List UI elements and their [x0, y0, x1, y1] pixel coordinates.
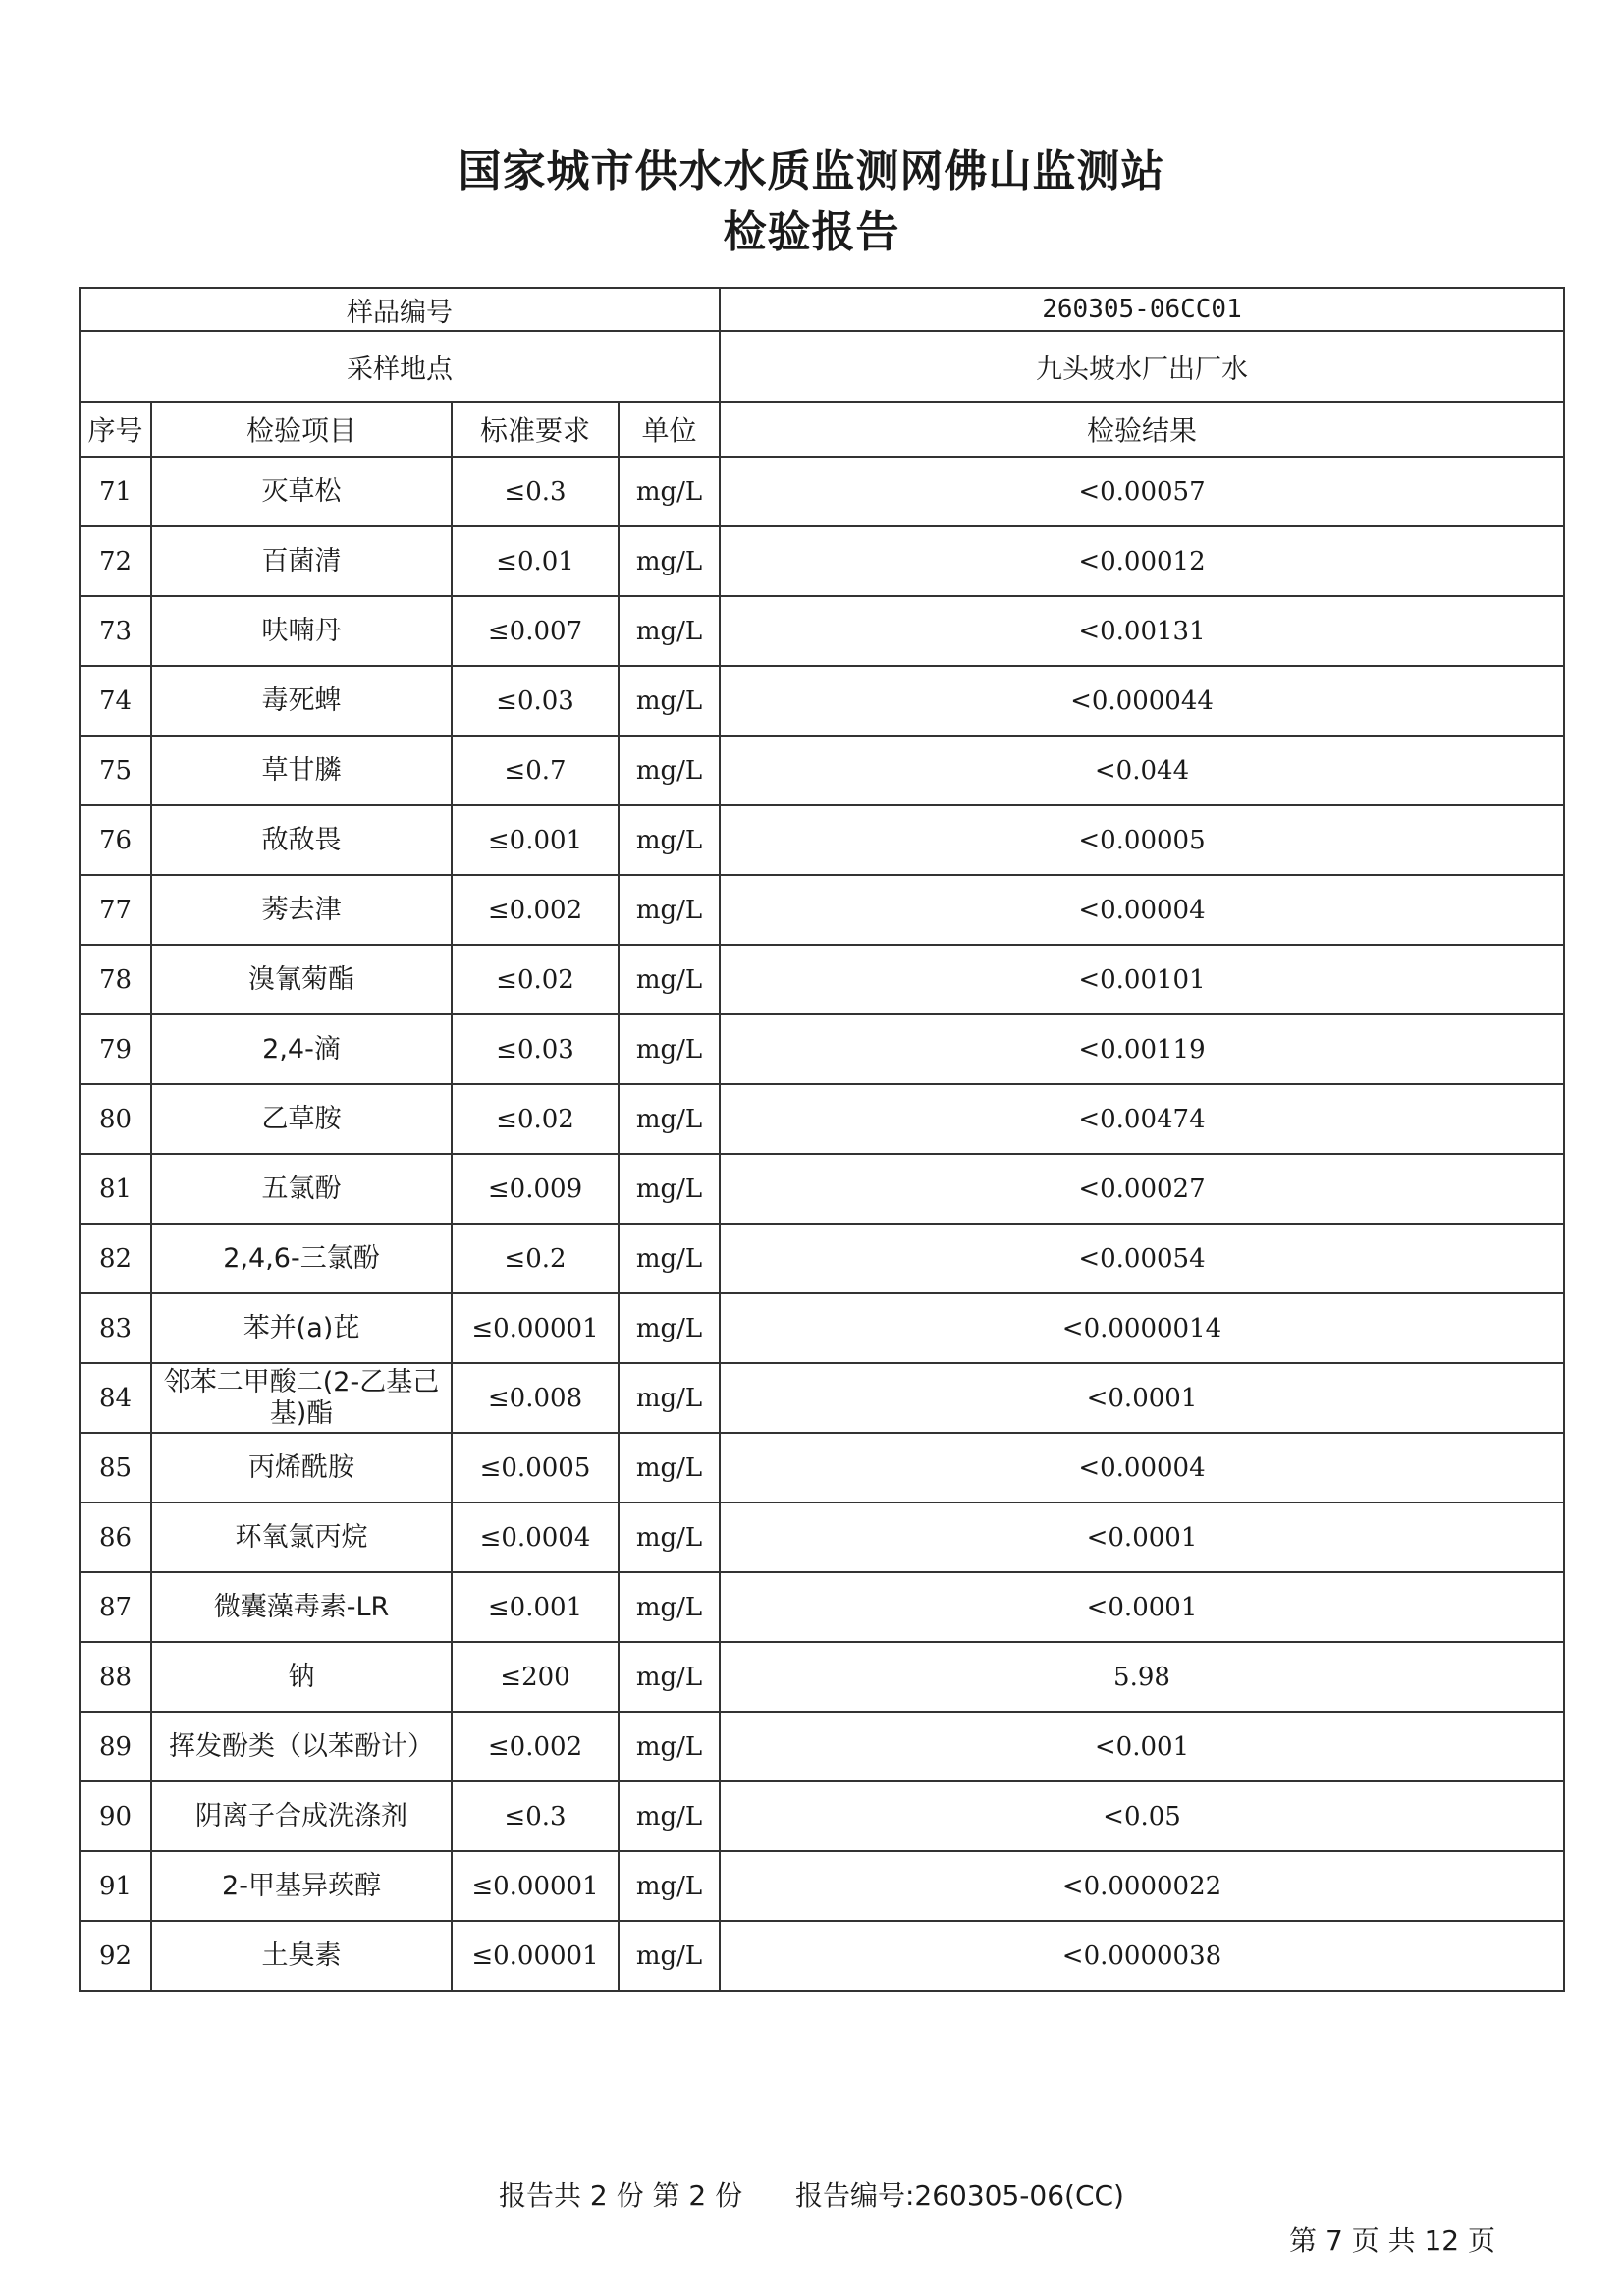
cell-result: <0.00004	[720, 1433, 1564, 1503]
cell-no: 72	[80, 526, 151, 596]
sample-code-row	[80, 288, 1564, 331]
cell-standard: ≤0.002	[452, 1712, 619, 1781]
cell-no: 90	[80, 1781, 151, 1851]
cell-item: 2-甲基异莰醇	[151, 1851, 452, 1921]
cell-standard: ≤0.00001	[452, 1851, 619, 1921]
cell-unit: mg/L	[619, 1433, 720, 1503]
results-table	[79, 287, 1565, 1992]
cell-item: 莠去津	[151, 875, 452, 945]
cell-unit: mg/L	[619, 526, 720, 596]
cell-standard: ≤0.00001	[452, 1921, 619, 1991]
table-row	[80, 666, 1564, 736]
table-row	[80, 1293, 1564, 1363]
cell-result: <0.044	[720, 736, 1564, 805]
cell-no: 80	[80, 1084, 151, 1154]
cell-item: 灭草松	[151, 457, 452, 526]
cell-unit: mg/L	[619, 1712, 720, 1781]
col-header-item: 检验项目	[151, 402, 452, 457]
cell-result: <0.00119	[720, 1014, 1564, 1084]
cell-unit: mg/L	[619, 457, 720, 526]
cell-result: <0.00054	[720, 1224, 1564, 1293]
cell-standard: ≤0.02	[452, 1084, 619, 1154]
col-header-standard: 标准要求	[452, 402, 619, 457]
cell-item: 挥发酚类（以苯酚计）	[151, 1712, 452, 1781]
cell-standard: ≤200	[452, 1642, 619, 1712]
col-header-no: 序号	[80, 402, 151, 457]
table-row	[80, 1642, 1564, 1712]
cell-unit: mg/L	[619, 1293, 720, 1363]
cell-unit: mg/L	[619, 1014, 720, 1084]
cell-standard: ≤0.02	[452, 945, 619, 1014]
cell-result: <0.00027	[720, 1154, 1564, 1224]
cell-no: 76	[80, 805, 151, 875]
cell-item: 丙烯酰胺	[151, 1433, 452, 1503]
table-row	[80, 1084, 1564, 1154]
cell-result: <0.00101	[720, 945, 1564, 1014]
cell-item: 敌敌畏	[151, 805, 452, 875]
report-reference-line	[0, 2174, 1623, 2214]
cell-item: 土臭素	[151, 1921, 452, 1991]
cell-unit: mg/L	[619, 1572, 720, 1642]
cell-result: <0.00005	[720, 805, 1564, 875]
cell-standard: ≤0.00001	[452, 1293, 619, 1363]
cell-unit: mg/L	[619, 945, 720, 1014]
cell-no: 83	[80, 1293, 151, 1363]
table-row	[80, 1014, 1564, 1084]
cell-result: <0.0001	[720, 1503, 1564, 1572]
cell-result: <0.00474	[720, 1084, 1564, 1154]
cell-item: 微囊藻毒素-LR	[151, 1572, 452, 1642]
table-row	[80, 805, 1564, 875]
cell-unit: mg/L	[619, 666, 720, 736]
cell-standard: ≤0.3	[452, 1781, 619, 1851]
cell-unit: mg/L	[619, 1224, 720, 1293]
cell-item: 溴氰菊酯	[151, 945, 452, 1014]
cell-result: <0.00131	[720, 596, 1564, 666]
cell-standard: ≤0.002	[452, 875, 619, 945]
cell-result: <0.0000014	[720, 1293, 1564, 1363]
cell-standard: ≤0.01	[452, 526, 619, 596]
sample-location-label: 采样地点	[80, 331, 720, 402]
cell-no: 78	[80, 945, 151, 1014]
table-row	[80, 945, 1564, 1014]
table-row	[80, 596, 1564, 666]
cell-standard: ≤0.009	[452, 1154, 619, 1224]
cell-standard: ≤0.2	[452, 1224, 619, 1293]
cell-no: 91	[80, 1851, 151, 1921]
table-row	[80, 1224, 1564, 1293]
cell-no: 88	[80, 1642, 151, 1712]
report-subtitle: 检验报告	[723, 207, 900, 257]
cell-unit: mg/L	[619, 1363, 720, 1433]
cell-standard: ≤0.7	[452, 736, 619, 805]
table-row	[80, 1572, 1564, 1642]
page-number: 第 7 页 共 12 页	[1289, 2224, 1495, 2257]
table-row	[80, 1851, 1564, 1921]
table-row	[80, 526, 1564, 596]
cell-result: 5.98	[720, 1642, 1564, 1712]
cell-item: 2,4,6-三氯酚	[151, 1224, 452, 1293]
table-row	[80, 1433, 1564, 1503]
cell-item: 邻苯二甲酸二(2-乙基己基)酯	[151, 1363, 452, 1433]
cell-result: <0.0000038	[720, 1921, 1564, 1991]
table-row	[80, 736, 1564, 805]
cell-item: 阴离子合成洗涤剂	[151, 1781, 452, 1851]
cell-standard: ≤0.0005	[452, 1433, 619, 1503]
cell-unit: mg/L	[619, 1921, 720, 1991]
cell-standard: ≤0.0004	[452, 1503, 619, 1572]
cell-unit: mg/L	[619, 1851, 720, 1921]
table-row	[80, 1781, 1564, 1851]
cell-item: 环氧氯丙烷	[151, 1503, 452, 1572]
cell-result: <0.00004	[720, 875, 1564, 945]
cell-unit: mg/L	[619, 736, 720, 805]
cell-unit: mg/L	[619, 596, 720, 666]
cell-result: <0.05	[720, 1781, 1564, 1851]
cell-no: 86	[80, 1503, 151, 1572]
cell-standard: ≤0.001	[452, 805, 619, 875]
cell-no: 74	[80, 666, 151, 736]
table-row	[80, 1154, 1564, 1224]
cell-unit: mg/L	[619, 1084, 720, 1154]
cell-standard: ≤0.007	[452, 596, 619, 666]
cell-unit: mg/L	[619, 1642, 720, 1712]
cell-item: 苯并(a)芘	[151, 1293, 452, 1363]
sample-code-value: 260305-06CC01	[720, 288, 1564, 331]
report-title: 国家城市供水水质监测网佛山监测站	[458, 146, 1165, 196]
cell-unit: mg/L	[619, 875, 720, 945]
cell-no: 87	[80, 1572, 151, 1642]
table-row	[80, 875, 1564, 945]
table-row	[80, 1363, 1564, 1433]
cell-result: <0.0001	[720, 1363, 1564, 1433]
cell-no: 81	[80, 1154, 151, 1224]
cell-standard: ≤0.03	[452, 1014, 619, 1084]
cell-item: 乙草胺	[151, 1084, 452, 1154]
table-row	[80, 1503, 1564, 1572]
cell-unit: mg/L	[619, 1154, 720, 1224]
cell-result: <0.0000022	[720, 1851, 1564, 1921]
cell-no: 85	[80, 1433, 151, 1503]
sample-location-row	[80, 331, 1564, 402]
cell-result: <0.00012	[720, 526, 1564, 596]
cell-item: 钠	[151, 1642, 452, 1712]
cell-no: 71	[80, 457, 151, 526]
cell-item: 毒死蜱	[151, 666, 452, 736]
cell-standard: ≤0.03	[452, 666, 619, 736]
cell-result: <0.0001	[720, 1572, 1564, 1642]
cell-result: <0.00057	[720, 457, 1564, 526]
cell-standard: ≤0.3	[452, 457, 619, 526]
cell-standard: ≤0.001	[452, 1572, 619, 1642]
cell-no: 73	[80, 596, 151, 666]
cell-no: 92	[80, 1921, 151, 1991]
cell-unit: mg/L	[619, 1503, 720, 1572]
cell-no: 89	[80, 1712, 151, 1781]
cell-item: 五氯酚	[151, 1154, 452, 1224]
cell-no: 82	[80, 1224, 151, 1293]
cell-item: 2,4-滴	[151, 1014, 452, 1084]
cell-item: 呋喃丹	[151, 596, 452, 666]
table-row	[80, 1921, 1564, 1991]
cell-result: <0.000044	[720, 666, 1564, 736]
cell-no: 77	[80, 875, 151, 945]
sample-location-value: 九头坡水厂出厂水	[720, 331, 1564, 402]
cell-no: 75	[80, 736, 151, 805]
col-header-result: 检验结果	[720, 402, 1564, 457]
copies-info: 报告共 2 份 第 2 份	[499, 2179, 743, 2212]
cell-unit: mg/L	[619, 1781, 720, 1851]
table-row	[80, 1712, 1564, 1781]
cell-item: 百菌清	[151, 526, 452, 596]
cell-no: 84	[80, 1363, 151, 1433]
col-header-unit: 单位	[619, 402, 720, 457]
cell-item: 草甘膦	[151, 736, 452, 805]
table-row	[80, 457, 1564, 526]
report-number: 报告编号:260305-06(CC)	[794, 2179, 1124, 2212]
table-header-row	[80, 402, 1564, 457]
cell-standard: ≤0.008	[452, 1363, 619, 1433]
cell-no: 79	[80, 1014, 151, 1084]
sample-code-label: 样品编号	[80, 288, 720, 331]
cell-unit: mg/L	[619, 805, 720, 875]
cell-result: <0.001	[720, 1712, 1564, 1781]
